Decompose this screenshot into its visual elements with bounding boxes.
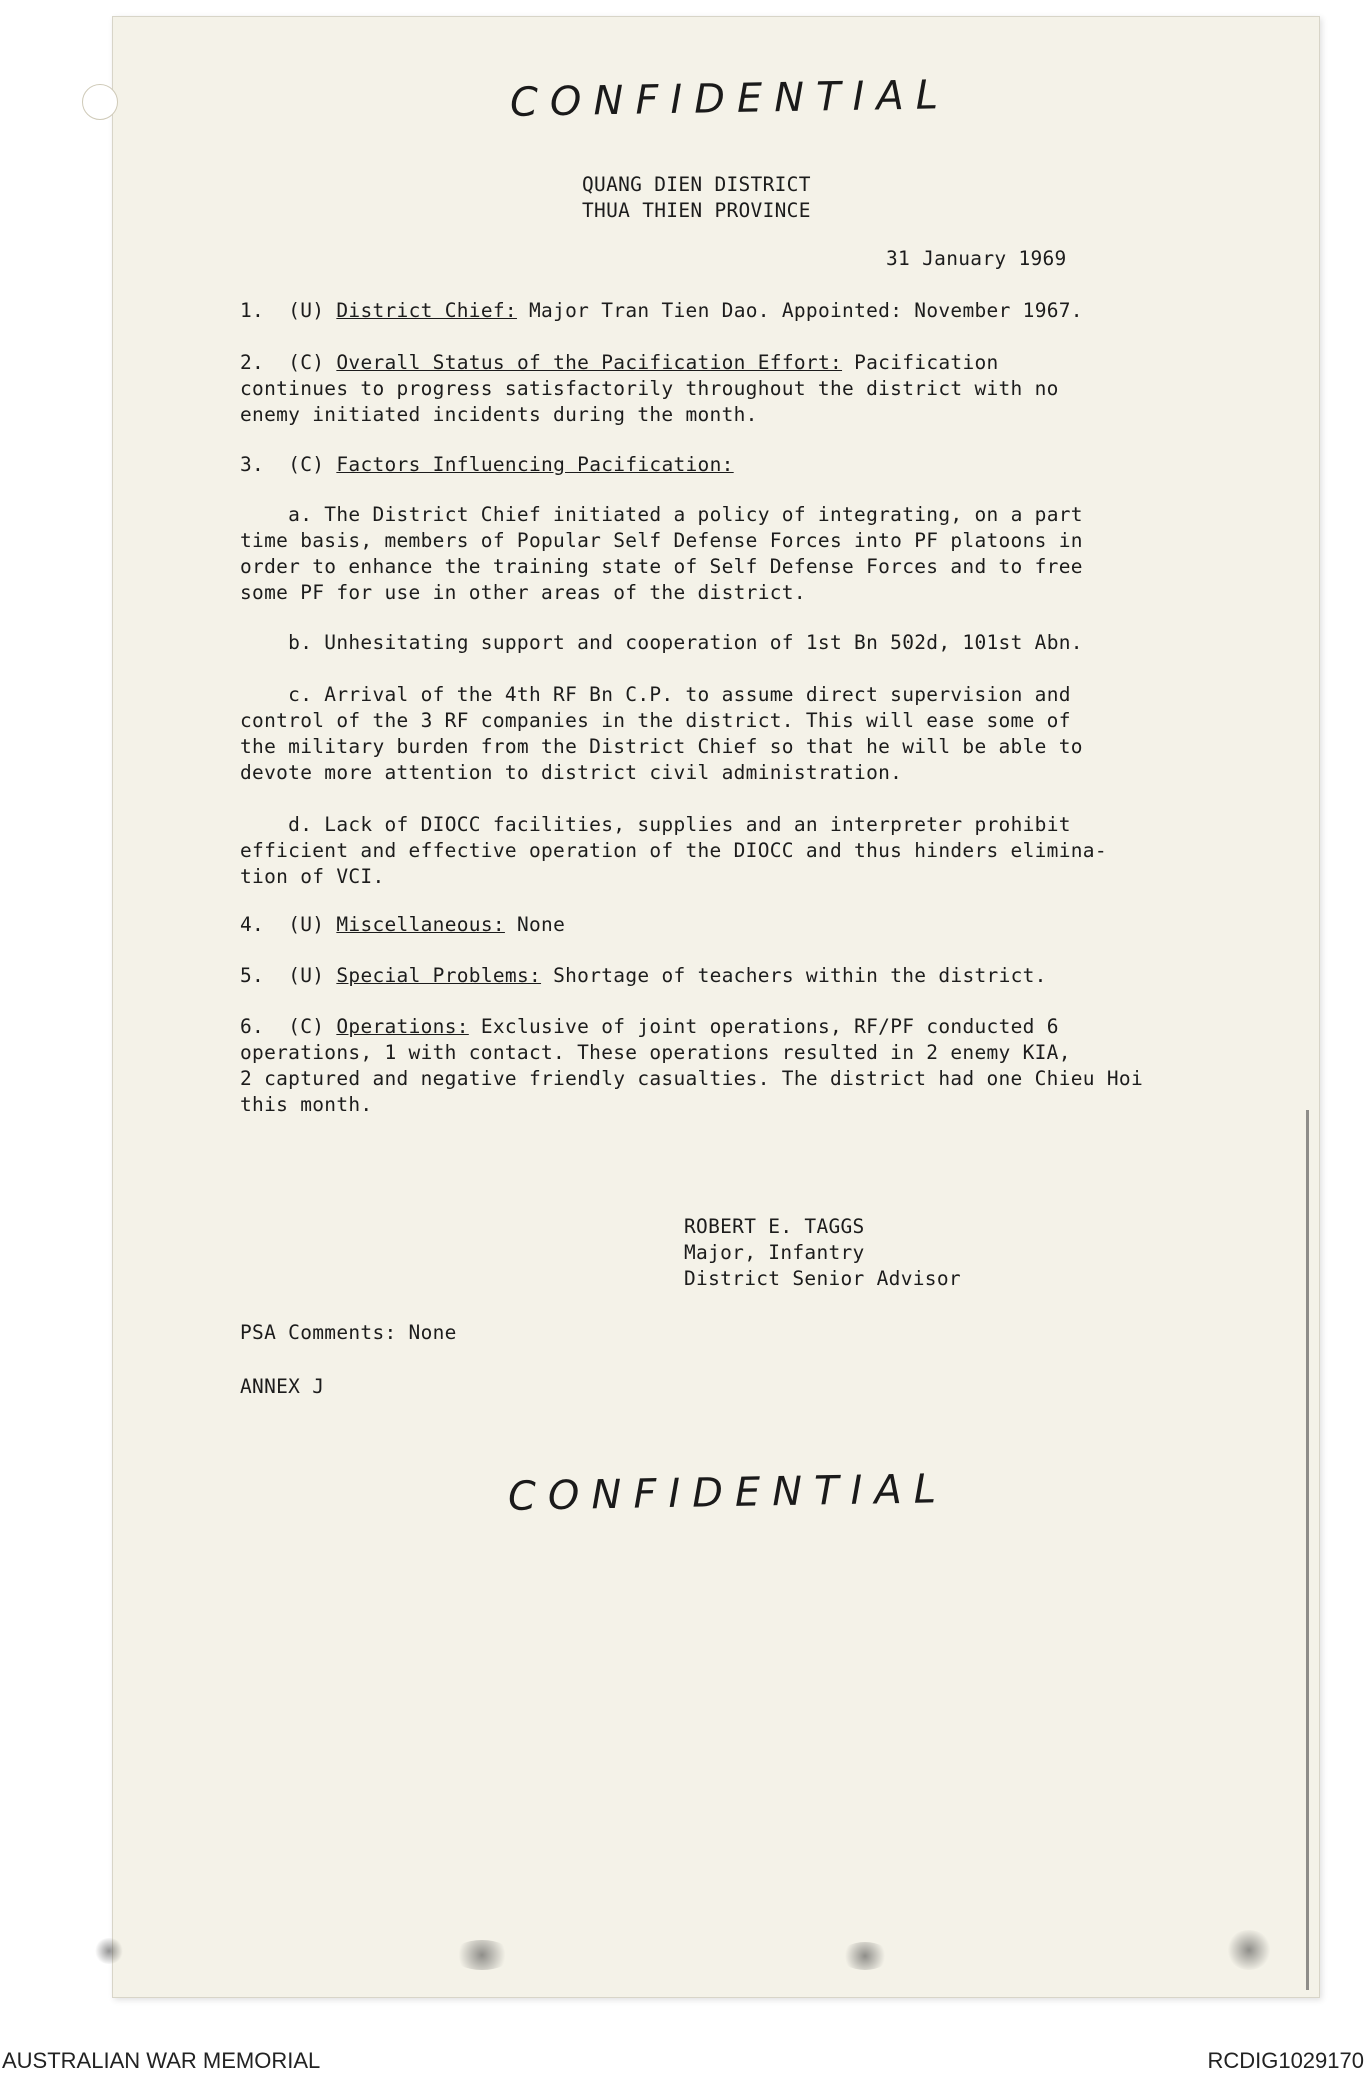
classification: (C) xyxy=(288,1015,325,1038)
para-text: Exclusive of joint operations, RF/PF conducted 6 xyxy=(468,1015,1059,1038)
para-line: the military burden from the District Chief so that he will be able to xyxy=(240,735,1083,758)
archive-id: RCDIG1029170 xyxy=(1207,2048,1364,2073)
scan-speck xyxy=(1226,1930,1272,1970)
para-text: Shortage of teachers within the district. xyxy=(541,964,1047,987)
classification: (U) xyxy=(288,913,325,936)
page-edge-shadow xyxy=(1306,1110,1309,1990)
signature-block xyxy=(684,1214,961,1292)
para-line: b. Unhesitating support and cooperation of 1st Bn 502d, 101st Abn. xyxy=(288,631,1083,654)
para-number: 4. xyxy=(240,913,265,936)
classification: (U) xyxy=(288,299,325,322)
para-title: District Chief: xyxy=(336,299,517,322)
document-heading xyxy=(582,172,811,224)
subparagraph-3b xyxy=(240,630,1083,656)
document-date: 31 January 1969 xyxy=(886,247,1067,270)
para-line: tion of VCI. xyxy=(240,865,385,888)
para-number: 5. xyxy=(240,964,265,987)
para-line: devote more attention to district civil administration. xyxy=(240,761,903,784)
para-line: d. Lack of DIOCC facilities, supplies and an interpreter prohibit xyxy=(288,813,1071,836)
para-line: time basis, members of Popular Self Defense Forces into PF platoons in xyxy=(240,529,1083,552)
para-line: enemy initiated incidents during the month. xyxy=(240,403,758,426)
para-title: Overall Status of the Pacification Effort: xyxy=(336,351,843,374)
para-line: operations, 1 with contact. These operations resulted in 2 enemy KIA, xyxy=(240,1041,1071,1064)
para-text: None xyxy=(504,913,566,936)
archive-credit: AUSTRALIAN WAR MEMORIAL xyxy=(2,2048,321,2073)
para-line: c. Arrival of the 4th RF Bn C.P. to assume direct supervision and xyxy=(288,683,1071,706)
para-text: Major Tran Tien Dao. Appointed: November 1967. xyxy=(516,299,1083,322)
para-line: some PF for use in other areas of the district. xyxy=(240,581,806,604)
paragraph-6 xyxy=(240,1014,1143,1118)
annex-label: ANNEX J xyxy=(240,1375,325,1398)
paragraph-1 xyxy=(240,298,1083,324)
signer-rank: Major, Infantry xyxy=(684,1241,865,1264)
scan-speck xyxy=(94,1938,124,1964)
subparagraph-3c xyxy=(240,682,1083,786)
para-title: Factors Influencing Pacification: xyxy=(336,453,734,476)
punch-hole xyxy=(82,84,118,120)
paragraph-4 xyxy=(240,912,565,938)
classification: (U) xyxy=(288,964,325,987)
confidential-stamp-bottom: CONFIDENTIAL xyxy=(507,1466,949,1520)
para-number: 3. xyxy=(240,453,265,476)
para-line: this month. xyxy=(240,1093,373,1116)
paragraph-2 xyxy=(240,350,1059,428)
classification: (C) xyxy=(288,351,325,374)
para-number: 1. xyxy=(240,299,265,322)
para-line: efficient and effective operation of the DIOCC and thus hinders elimina- xyxy=(240,839,1107,862)
para-number: 2. xyxy=(240,351,265,374)
signer-role: District Senior Advisor xyxy=(684,1267,961,1290)
scan-speck xyxy=(452,1940,512,1970)
para-line: continues to progress satisfactorily throughout the district with no xyxy=(240,377,1059,400)
heading-province: THUA THIEN PROVINCE xyxy=(582,199,811,222)
para-title: Operations: xyxy=(336,1015,469,1038)
para-text: Pacification xyxy=(842,351,999,374)
paragraph-5 xyxy=(240,963,1047,989)
subparagraph-3d xyxy=(240,812,1107,890)
para-line: control of the 3 RF companies in the district. This will ease some of xyxy=(240,709,1071,732)
para-line: 2 captured and negative friendly casualties. The district had one Chieu Hoi xyxy=(240,1067,1143,1090)
para-number: 6. xyxy=(240,1015,265,1038)
classification: (C) xyxy=(288,453,325,476)
subparagraph-3a xyxy=(240,502,1083,606)
confidential-stamp-top: CONFIDENTIAL xyxy=(509,72,951,126)
para-title: Miscellaneous: xyxy=(336,913,505,936)
scan-speck xyxy=(840,1942,890,1970)
para-line: order to enhance the training state of Self Defense Forces and to free xyxy=(240,555,1083,578)
signer-name: ROBERT E. TAGGS xyxy=(684,1215,865,1238)
para-title: Special Problems: xyxy=(336,964,542,987)
paragraph-3 xyxy=(240,452,734,478)
para-line: a. The District Chief initiated a policy of integrating, on a part xyxy=(288,503,1083,526)
heading-district: QUANG DIEN DISTRICT xyxy=(582,173,811,196)
psa-comments: PSA Comments: None xyxy=(240,1321,457,1344)
